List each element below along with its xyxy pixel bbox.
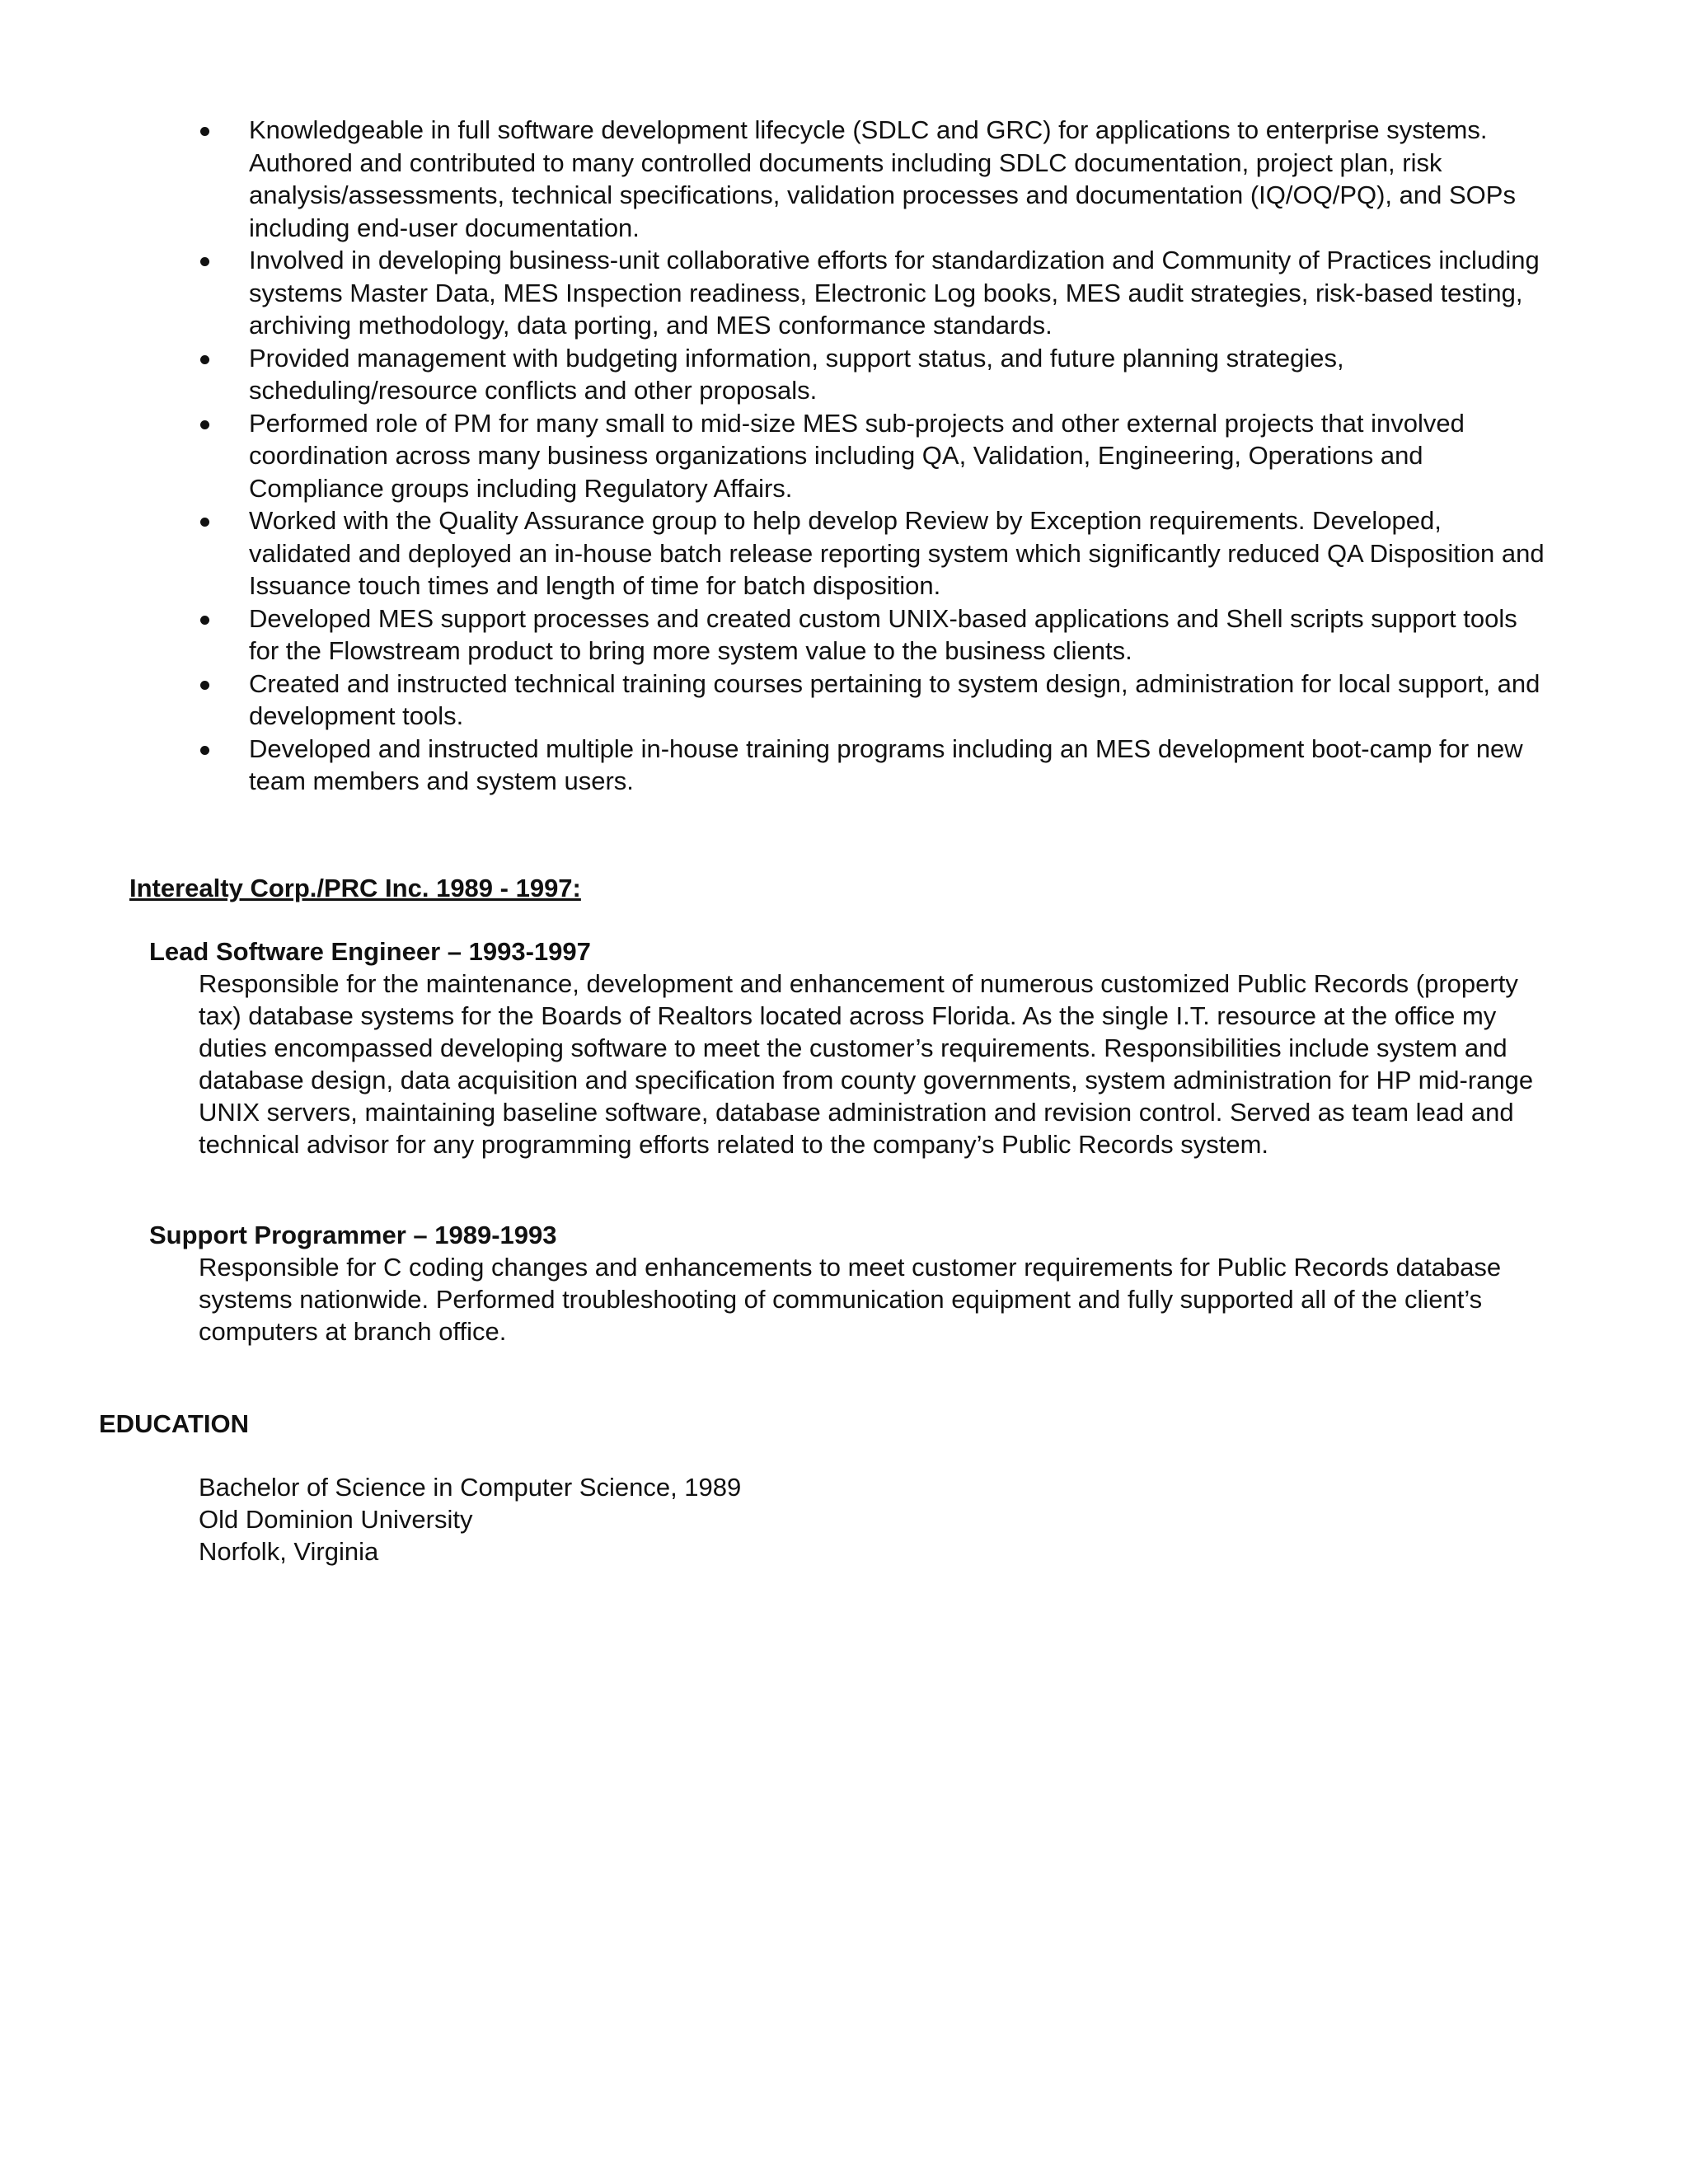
bullet-text: Involved in developing business-unit collaborative efforts for standardization and Community of Practices including systems Master Data, MES Inspection readiness, Electronic Log books, MES audit strategies, risk-based testing, archiving methodology, data porting, and MES conformance standards.	[249, 246, 1540, 340]
bullet-text: Created and instructed technical training courses pertaining to system design, administration for local support, and development tools.	[249, 668, 1540, 730]
role-title: Lead Software Engineer – 1993-1997	[149, 937, 591, 966]
bullet-icon	[200, 746, 209, 755]
role-support-programmer	[149, 1219, 1550, 1347]
bullet-icon	[200, 420, 209, 429]
experience-bullet-list	[198, 114, 1550, 798]
education-degree: Bachelor of Science in Computer Science, 1989	[199, 1473, 742, 1502]
list-item	[198, 504, 1550, 602]
role-lead-software-engineer	[149, 935, 1550, 1160]
bullet-text: Worked with the Quality Assurance group to help develop Review by Exception requirements. Developed, validated and deployed an in-house batch release reporting system which significantly reduced QA Disposition and Issuance touch times and length of time for batch disposition.	[249, 506, 1545, 600]
bullet-text: Developed and instructed multiple in-house training programs including an MES development boot-camp for new team members and system users.	[249, 733, 1523, 795]
bullet-icon	[200, 355, 209, 364]
bullet-text: Knowledgeable in full software development lifecycle (SDLC and GRC) for applications to enterprise systems. Authored and contributed to many controlled documents including SDLC documentation, project plan, risk analysis/assessments, technical specifications, validation processes and documentation (IQ/OQ/PQ), and SOPs including end-user documentation.	[249, 115, 1516, 242]
list-item	[198, 668, 1550, 733]
bullet-icon	[200, 518, 209, 527]
education-location: Norfolk, Virginia	[199, 1537, 379, 1566]
bullet-text: Developed MES support processes and created custom UNIX-based applications and Shell scripts support tools for the Flowstream product to bring more system value to the business clients.	[249, 603, 1517, 665]
education-school: Old Dominion University	[199, 1505, 473, 1534]
list-item	[198, 407, 1550, 505]
bullet-text: Provided management with budgeting information, support status, and future planning strategies, scheduling/resource conflicts and other proposals.	[249, 343, 1344, 405]
bullet-icon	[200, 127, 209, 136]
company-heading: Interealty Corp./PRC Inc. 1989 - 1997:	[129, 874, 581, 902]
role-description: Responsible for the maintenance, development and enhancement of numerous customized Public Records (property tax) database systems for the Boards of Realtors located across Florida. As the single I.T. resource at the office my duties encompassed developing software to meet the customer’s requirements. Responsibilities include system and database design, data acquisition and specification from county governments, system administration for HP mid-range UNIX servers, maintaining baseline software, database administration and revision control. Served as team lead and technical advisor for any programming efforts related to the company’s Public Records system.	[199, 969, 1534, 1159]
bullet-icon	[200, 681, 209, 690]
list-item	[198, 244, 1550, 342]
bullet-icon	[200, 257, 209, 266]
education-block	[199, 1471, 741, 1568]
list-item	[198, 114, 1550, 244]
bullet-icon	[200, 616, 209, 625]
education-heading: EDUCATION	[99, 1409, 249, 1438]
role-title: Support Programmer – 1989-1993	[149, 1221, 557, 1249]
bullet-text: Performed role of PM for many small to mid-size MES sub-projects and other external projects that involved coordination across many business organizations including QA, Validation, Engineering, Operations and Compliance groups including Regulatory Affairs.	[249, 408, 1465, 503]
role-description: Responsible for C coding changes and enhancements to meet customer requirements for Public Records database systems nationwide. Performed troubleshooting of communication equipment and fully supported all of the client’s computers at branch office.	[199, 1253, 1502, 1346]
list-item	[198, 602, 1550, 668]
list-item	[198, 733, 1550, 798]
list-item	[198, 342, 1550, 407]
